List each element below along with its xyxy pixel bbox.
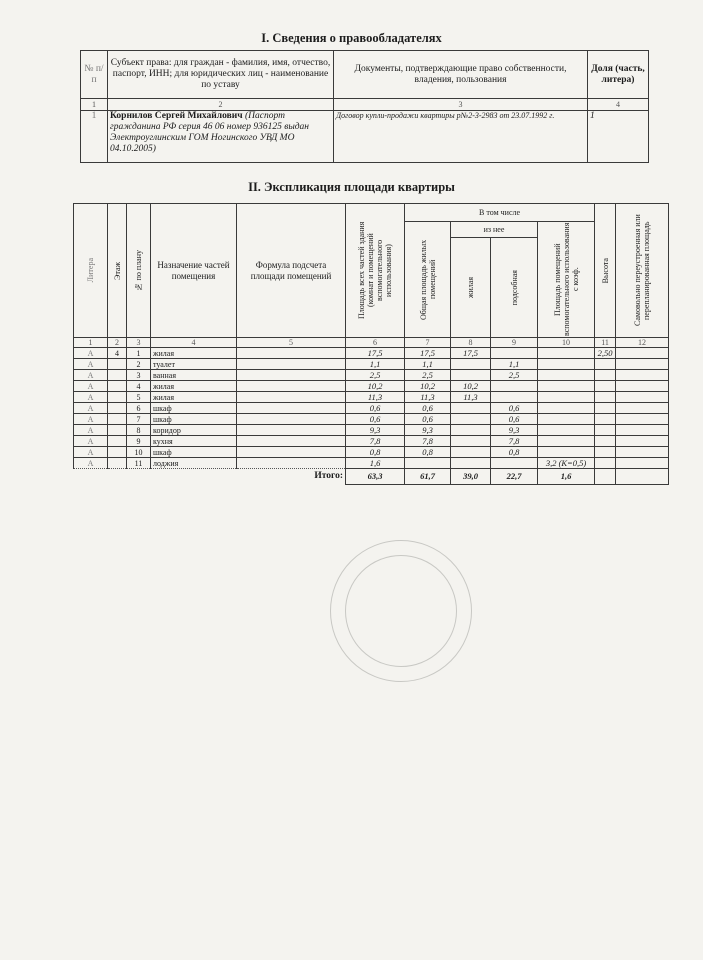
room-cell-rebuilt (616, 458, 669, 469)
room-rows (74, 348, 669, 469)
room-cell-total: 0,6 (346, 414, 405, 425)
index-cell: 5 (237, 338, 346, 348)
header-including: В том числе (405, 204, 595, 222)
room-cell-coef (538, 348, 595, 359)
room-cell-formula (237, 392, 346, 403)
room-cell-formula (237, 436, 346, 447)
room-cell-name: туалет (151, 359, 237, 370)
room-cell-rebuilt (616, 425, 669, 436)
room-cell-height (595, 447, 616, 458)
explication-table (73, 203, 669, 485)
room-cell-floor (108, 370, 127, 381)
index-cell: 9 (491, 338, 538, 348)
totals-aux: 22,7 (491, 469, 538, 485)
room-cell-rebuilt (616, 436, 669, 447)
room-cell-height (595, 414, 616, 425)
index-cell: 1 (81, 99, 108, 111)
header-height: Высота (595, 204, 616, 338)
room-row (74, 447, 669, 458)
totals-living: 39,0 (451, 469, 491, 485)
header-formula: Формула подсчета площади помещений (237, 204, 346, 338)
room-cell-no: 11 (127, 458, 151, 469)
room-cell-name: коридор (151, 425, 237, 436)
index-cell: 2 (108, 338, 127, 348)
section-2-title: II. Экспликация площади квартиры (248, 180, 455, 194)
room-cell-aux: 7,8 (491, 436, 538, 447)
room-cell-no: 1 (127, 348, 151, 359)
room-cell-coef (538, 403, 595, 414)
index-cell: 10 (538, 338, 595, 348)
room-cell-coef (538, 436, 595, 447)
room-cell-height (595, 359, 616, 370)
room-cell-formula (237, 403, 346, 414)
room-cell-aux: 0,6 (491, 403, 538, 414)
room-cell-formula (237, 458, 346, 469)
room-row (74, 392, 669, 403)
room-cell-total: 11,3 (346, 392, 405, 403)
room-cell-rebuilt (616, 348, 669, 359)
room-cell-name: кухня (151, 436, 237, 447)
room-cell-litera: А (74, 458, 108, 469)
room-cell-no: 6 (127, 403, 151, 414)
index-cell: 11 (595, 338, 616, 348)
room-cell-litera: А (74, 370, 108, 381)
room-cell-no: 9 (127, 436, 151, 447)
room-cell-formula (237, 414, 346, 425)
room-cell-lt: 7,8 (405, 436, 451, 447)
room-cell-formula (237, 370, 346, 381)
room-cell-floor (108, 392, 127, 403)
room-cell-no: 4 (127, 381, 151, 392)
room-cell-aux: 0,6 (491, 414, 538, 425)
room-cell-total: 10,2 (346, 381, 405, 392)
room-cell-height (595, 425, 616, 436)
room-cell-formula (237, 348, 346, 359)
room-cell-lt: 0,6 (405, 403, 451, 414)
room-row (74, 403, 669, 414)
room-cell-living (451, 370, 491, 381)
room-cell-aux: 1,1 (491, 359, 538, 370)
room-cell-coef (538, 425, 595, 436)
owners-table (80, 50, 649, 163)
room-cell-height (595, 381, 616, 392)
room-cell-total: 9,3 (346, 425, 405, 436)
room-cell-litera: А (74, 403, 108, 414)
room-cell-floor (108, 359, 127, 370)
room-row (74, 425, 669, 436)
index-cell: 6 (346, 338, 405, 348)
index-cell: 7 (405, 338, 451, 348)
index-cell: 12 (616, 338, 669, 348)
room-cell-name: жилая (151, 348, 237, 359)
section-1-title: I. Сведения о правообладателях (261, 31, 442, 45)
header-subject: Субъект права: для граждан - фамилия, имя, отчество, паспорт, ИНН; для юридических лиц - наименование по уставу (108, 51, 334, 99)
room-cell-formula (237, 359, 346, 370)
room-row (74, 370, 669, 381)
room-cell-height: 2,50 (595, 348, 616, 359)
room-cell-living (451, 403, 491, 414)
room-cell-total: 7,8 (346, 436, 405, 447)
room-cell-no: 7 (127, 414, 151, 425)
owner-subject (108, 111, 334, 163)
room-cell-floor: 4 (108, 348, 127, 359)
header-living: жилая (451, 237, 491, 337)
header-of-which: из нее (451, 222, 538, 238)
totals-living-total: 61,7 (405, 469, 451, 485)
totals-label: Итого: (314, 471, 343, 482)
index-cell: 4 (151, 338, 237, 348)
room-cell-coef (538, 392, 595, 403)
room-cell-name: ванная (151, 370, 237, 381)
room-cell-total: 0,8 (346, 447, 405, 458)
room-cell-total: 0,6 (346, 403, 405, 414)
room-cell-living: 10,2 (451, 381, 491, 392)
room-cell-litera: А (74, 348, 108, 359)
index-cell: 2 (108, 99, 334, 111)
room-cell-lt: 10,2 (405, 381, 451, 392)
room-cell-rebuilt (616, 403, 669, 414)
room-cell-living (451, 436, 491, 447)
owner-docs: Договор купли-продажи квартиры р№2-3-2983 от 23.07.1992 г. (334, 111, 588, 163)
room-cell-litera: А (74, 392, 108, 403)
faint-stamp-imprint-inner (345, 555, 457, 667)
room-cell-no: 8 (127, 425, 151, 436)
room-row (74, 348, 669, 359)
room-cell-living: 11,3 (451, 392, 491, 403)
room-cell-total: 2,5 (346, 370, 405, 381)
room-cell-litera: А (74, 381, 108, 392)
header-aux-coef: Площадь помещений вспомогательного использования с коэф. (538, 222, 595, 338)
room-cell-total: 17,5 (346, 348, 405, 359)
totals-coef: 1,6 (538, 469, 595, 485)
room-cell-rebuilt (616, 359, 669, 370)
room-cell-height (595, 370, 616, 381)
header-litera: Литера (74, 204, 108, 338)
room-cell-coef: 3,2 (К=0,5) (538, 458, 595, 469)
room-cell-coef (538, 447, 595, 458)
room-cell-rebuilt (616, 392, 669, 403)
room-cell-name: жилая (151, 381, 237, 392)
room-cell-rebuilt (616, 381, 669, 392)
room-cell-lt: 0,6 (405, 414, 451, 425)
room-cell-aux (491, 348, 538, 359)
room-cell-litera: А (74, 414, 108, 425)
room-cell-no: 10 (127, 447, 151, 458)
room-cell-height (595, 436, 616, 447)
room-cell-litera: А (74, 359, 108, 370)
header-num: № п/п (81, 51, 108, 99)
index-cell: 1 (74, 338, 108, 348)
room-cell-lt: 2,5 (405, 370, 451, 381)
room-cell-floor (108, 436, 127, 447)
room-cell-lt: 9,3 (405, 425, 451, 436)
room-row (74, 458, 669, 469)
room-cell-coef (538, 359, 595, 370)
room-cell-living (451, 414, 491, 425)
index-cell: 3 (334, 99, 588, 111)
header-living-total: Общая площадь жилых помещений (405, 222, 451, 338)
room-row (74, 436, 669, 447)
room-cell-living (451, 425, 491, 436)
room-cell-living (451, 447, 491, 458)
room-cell-coef (538, 414, 595, 425)
room-cell-coef (538, 370, 595, 381)
room-cell-rebuilt (616, 370, 669, 381)
room-cell-height (595, 458, 616, 469)
room-cell-floor (108, 381, 127, 392)
room-cell-formula (237, 381, 346, 392)
room-row (74, 414, 669, 425)
room-cell-aux (491, 458, 538, 469)
room-cell-name: лоджия (151, 458, 237, 469)
room-cell-litera: А (74, 447, 108, 458)
index-cell: 8 (451, 338, 491, 348)
room-cell-name: шкаф (151, 414, 237, 425)
index-cell: 3 (127, 338, 151, 348)
owner-share: 1 (588, 111, 649, 163)
room-row (74, 359, 669, 370)
header-total-area: Площадь всех частей здания (комнат и помещений вспомогательного использования) (346, 204, 405, 338)
header-plan-no: № по плану (127, 204, 151, 338)
totals-row (74, 469, 669, 485)
header-share: Доля (часть, литера) (588, 51, 649, 99)
room-cell-aux: 9,3 (491, 425, 538, 436)
room-cell-rebuilt (616, 447, 669, 458)
header-rebuilt: Самовольно переустроенная или перепланированная площадь (616, 204, 669, 338)
room-cell-formula (237, 447, 346, 458)
room-cell-name: шкаф (151, 403, 237, 414)
room-cell-litera: А (74, 436, 108, 447)
room-cell-floor (108, 458, 127, 469)
room-cell-total: 1,6 (346, 458, 405, 469)
room-cell-name: жилая (151, 392, 237, 403)
owner-row (81, 111, 649, 163)
room-cell-aux: 0,8 (491, 447, 538, 458)
room-cell-no: 2 (127, 359, 151, 370)
room-cell-height (595, 403, 616, 414)
header-docs: Документы, подтверждающие право собственности, владения, пользования (334, 51, 588, 99)
room-cell-no: 3 (127, 370, 151, 381)
room-cell-lt: 17,5 (405, 348, 451, 359)
room-cell-lt: 11,3 (405, 392, 451, 403)
room-cell-no: 5 (127, 392, 151, 403)
room-row (74, 381, 669, 392)
room-cell-floor (108, 447, 127, 458)
room-cell-living: 17,5 (451, 348, 491, 359)
room-cell-rebuilt (616, 414, 669, 425)
owner-num: 1 (81, 111, 108, 163)
totals-total: 63,3 (346, 469, 405, 485)
room-cell-floor (108, 403, 127, 414)
room-cell-floor (108, 414, 127, 425)
header-aux: подсобная (491, 237, 538, 337)
room-cell-aux: 2,5 (491, 370, 538, 381)
owner-name: Корнилов Сергей Михайлович (110, 111, 243, 121)
room-cell-name: шкаф (151, 447, 237, 458)
room-cell-floor (108, 425, 127, 436)
room-cell-living (451, 359, 491, 370)
room-cell-height (595, 392, 616, 403)
room-cell-lt: 0,8 (405, 447, 451, 458)
room-cell-coef (538, 381, 595, 392)
room-cell-formula (237, 425, 346, 436)
owner-passport: (Паспорт гражданина РФ серия 46 06 номер 936125 выдан Электроуглинским ГОМ Ногинского УВД МО 04.10.2005) (110, 111, 310, 154)
room-cell-living (451, 458, 491, 469)
header-floor: Этаж (108, 204, 127, 338)
room-cell-lt (405, 458, 451, 469)
room-cell-aux (491, 392, 538, 403)
room-cell-litera: А (74, 425, 108, 436)
room-cell-total: 1,1 (346, 359, 405, 370)
index-cell: 4 (588, 99, 649, 111)
room-cell-lt: 1,1 (405, 359, 451, 370)
room-cell-aux (491, 381, 538, 392)
header-purpose: Назначение частей помещения (151, 204, 237, 338)
